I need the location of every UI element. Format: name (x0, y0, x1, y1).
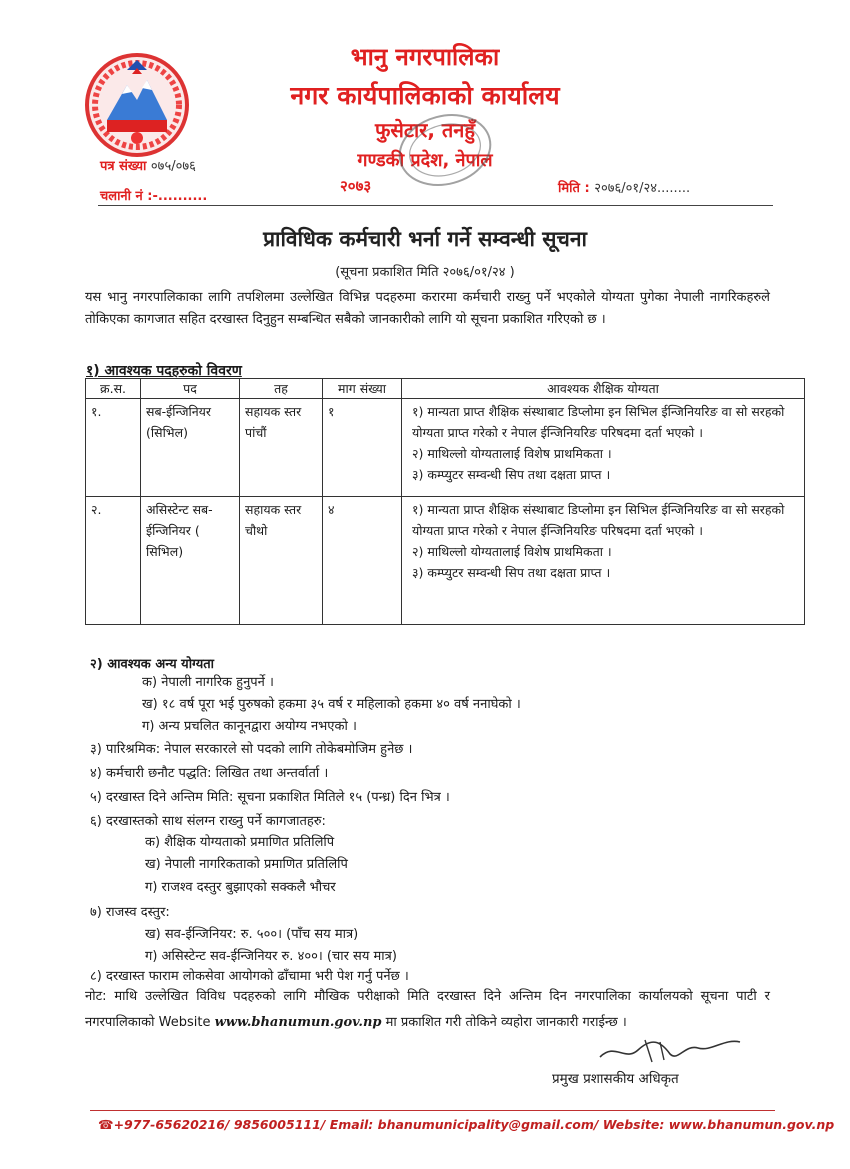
section-2-title: २) आवश्यक अन्य योग्यता (90, 657, 215, 672)
section-3: ३) पारिश्रमिक: नेपाल सरकारले सो पदको लागि तोकेबमोजिम हुनेछ । (90, 742, 413, 757)
header-level: तह (240, 379, 323, 399)
section-5: ५) दरखास्त दिने अन्तिम मिति: सूचना प्रकाशित मितिले १५ (पन्ध्र) दिन भित्र । (90, 790, 450, 805)
dispatch-number: चलानी नं :-.......... (100, 189, 208, 204)
notice-intro: यस भानु नगरपालिकाका लागि तपशिलमा उल्लेखित विभिन्न पदहरुमा करारमा कर्मचारी राख्नु पर्ने भएकोले योग्यता पुगेका नेपाली नागरिकहरुले तोकिएका कागजात सहित दरखास्त दिनुहुन सम्बन्धित सबैको जानकारीको लागि यो सूचना प्रकाशित गरिएको छ । (85, 290, 770, 327)
note-text-before: नोट: माथि उल्लेखित विविध पदहरुको लागि मौखिक परीक्षाको मिति दरखास्त दिने अन्तिम दिन नगरपालिका कार्यालयको सूचना पाटी र नगरपालिकाको Website (85, 989, 770, 1030)
qualification-item: १) मान्यता प्राप्त शैक्षिक संस्थाबाट डिप्लोमा इन सिभिल ईन्जिनियरिङ वा सो सरहको योग्यता प्राप्त गरेको र नेपाल ईन्जिनियरिङ परिषदमा दर्ता भएको । (412, 502, 785, 538)
row-qualifications (402, 497, 805, 625)
section-6-item-c: ग) राजश्व दस्तुर बुझाएको सक्कलै भौचर (145, 880, 336, 895)
notice-publish-date: (सूचना प्रकाशित मिति २०७६/०१/२४ ) (335, 265, 515, 280)
row-post: असिस्टेन्ट सब-ईन्जिनियर ( सिभिल) (141, 497, 240, 625)
section-1-title: १) आवश्यक पदहरुको विवरण (86, 363, 242, 379)
section-6-item-b: ख) नेपाली नागरिकताको प्रमाणित प्रतिलिपि (145, 857, 348, 872)
header-divider (98, 205, 773, 206)
section-2-item-a: क) नेपाली नागरिक हुनुपर्ने । (142, 675, 274, 690)
row-level: सहायक स्तर पांचौं (240, 399, 323, 497)
qualification-item: ३) कम्प्युटर सम्वन्धी सिप तथा दक्षता प्राप्त । (412, 467, 611, 482)
note-website: www.bhanumun.gov.np (214, 1015, 382, 1030)
section-2-item-b: ख) १८ वर्ष पूरा भई पुरुषको हकमा ३५ वर्ष र महिलाको हकमा ४० वर्ष ननाघेको । (142, 697, 521, 712)
letter-number-label: पत्र संख्या (100, 159, 147, 174)
section-6-title: ६) दरखास्तको साथ संलग्न राख्नु पर्ने कागजातहरु: (90, 814, 326, 829)
table-row (86, 497, 805, 625)
header-qualification: आवश्यक शैक्षिक योग्यता (402, 379, 805, 399)
notice-title: प्राविधिक कर्मचारी भर्ना गर्ने सम्वन्धी सूचना (263, 227, 587, 251)
section-7-item-a: ख) सव-ईन्जिनियर: रु. ५००। (पाँच सय मात्र) (145, 927, 359, 942)
note-paragraph (85, 984, 770, 1036)
row-level: सहायक स्तर चौथो (240, 497, 323, 625)
municipality-name: भानु नगरपालिका (350, 43, 500, 71)
note-text-after: मा प्रकाशित गरी तोकिने व्यहोरा जानकारी गराईन्छ । (381, 1015, 627, 1030)
date-value: २०७६/०१/२४........ (594, 181, 691, 196)
row-sn: १. (86, 399, 141, 497)
office-name: नगर कार्यपालिकाको कार्यालय (290, 81, 560, 110)
footer-divider (90, 1110, 775, 1111)
section-7-item-b: ग) असिस्टेन्ट सव-ईन्जिनियर रु. ४००। (चार सय मात्र) (145, 949, 397, 964)
table-row (86, 399, 805, 497)
letter-number-value: ०७५/०७६ (150, 159, 196, 174)
notice-date (558, 178, 690, 196)
qualification-item: २) माथिल्लो योग्यतालाई विशेष प्राथमिकता । (412, 446, 612, 461)
header-post: पद (141, 379, 240, 399)
handwritten-signature (590, 1032, 750, 1072)
qualification-item: ३) कम्प्युटर सम्वन्धी सिप तथा दक्षता प्राप्त । (412, 565, 611, 580)
row-demand: १ (323, 399, 402, 497)
office-stamp (395, 110, 495, 190)
section-2-item-c: ग) अन्य प्रचलित कानूनद्वारा अयोग्य नभएको । (142, 719, 357, 734)
row-post: सब-ईन्जिनियर (सिभिल) (141, 399, 240, 497)
header-sn: क्र.स. (86, 379, 141, 399)
province-name: गण्डकी प्रदेश, नेपाल (357, 150, 493, 171)
row-qualifications (402, 399, 805, 497)
date-label: मिति : (558, 181, 590, 196)
posts-table (85, 378, 805, 625)
row-demand: ४ (323, 497, 402, 625)
footer-contact: ☎+977-65620216/ 9856005111/ Email: bhanumunicipality@gmail.com/ Website: www.bhanumun.gov.np (98, 1117, 835, 1132)
header-demand: माग संख्या (323, 379, 402, 399)
qualification-item: १) मान्यता प्राप्त शैक्षिक संस्थाबाट डिप्लोमा इन सिभिल ईन्जिनियरिङ वा सो सरहको योग्यता प्राप्त गरेको र नेपाल ईन्जिनियरिङ परिषदमा दर्ता भएको । (412, 404, 785, 440)
qualification-item: २) माथिल्लो योग्यतालाई विशेष प्राथमिकता । (412, 544, 612, 559)
section-6-item-a: क) शैक्षिक योग्यताको प्रमाणित प्रतिलिपि (145, 835, 335, 850)
letter-number (100, 156, 196, 174)
municipality-emblem-logo (82, 50, 192, 160)
signatory-title: प्रमुख प्रशासकीय अधिकृत (552, 1071, 679, 1087)
section-7-title: ७) राजस्व दस्तुर: (90, 905, 170, 920)
section-4: ४) कर्मचारी छनौट पद्धति: लिखित तथा अन्तर्वार्ता । (90, 766, 329, 781)
section-8: ८) दरखास्त फाराम लोकसेवा आयोगको ढाँचामा भरी पेश गर्नु पर्नेछ । (90, 969, 409, 984)
established-year: २०७३ (340, 177, 372, 195)
row-sn: २. (86, 497, 141, 625)
office-location: फुसेटार, तनहुँ (374, 118, 476, 142)
table-header-row (86, 379, 805, 399)
